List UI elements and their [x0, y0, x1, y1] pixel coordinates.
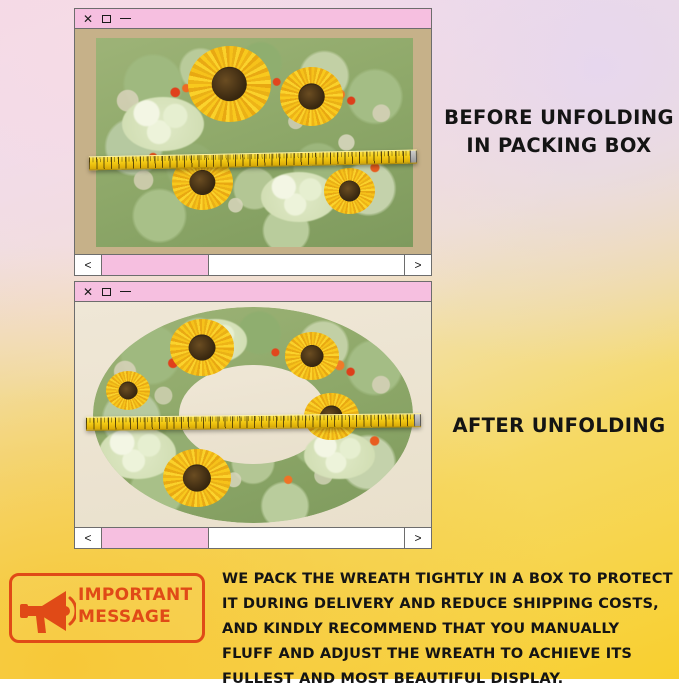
box-interior	[96, 38, 413, 247]
window-titlebar[interactable]	[75, 9, 431, 29]
scroll-track[interactable]	[102, 255, 404, 275]
scroll-thumb[interactable]	[102, 528, 209, 548]
sunflower-bloom	[163, 449, 230, 507]
sunflower-bloom	[170, 319, 234, 375]
tape-end-hook	[410, 149, 417, 165]
caption-before-line-2: IN PACKING BOX	[466, 134, 652, 158]
scroll-track[interactable]	[102, 528, 404, 548]
restore-icon[interactable]	[102, 288, 111, 296]
sunflower-bloom	[188, 46, 270, 121]
window-statusbar[interactable]	[75, 254, 431, 275]
caption-before-line-1: BEFORE UNFOLDING	[444, 106, 674, 129]
prev-button[interactable]: <	[75, 528, 102, 548]
badge-line-2: MESSAGE	[78, 606, 172, 627]
caption-before-unfolding	[443, 104, 675, 161]
minimize-icon[interactable]	[120, 291, 131, 292]
close-icon[interactable]: ✕	[83, 11, 94, 26]
tape-end-hook	[413, 413, 420, 429]
megaphone-icon	[18, 586, 76, 636]
hydrangea-bloom	[122, 97, 204, 151]
image-viewport	[75, 29, 431, 254]
after-unfolding-window[interactable]	[74, 281, 432, 549]
sunflower-bloom	[285, 332, 339, 380]
unfolded-wreath-image	[75, 302, 431, 527]
wreath-in-box-image	[75, 29, 431, 254]
next-button[interactable]: >	[404, 528, 431, 548]
important-message-label	[78, 585, 204, 629]
caption-after-unfolding: AFTER UNFOLDING	[452, 414, 666, 437]
sunflower-bloom	[280, 67, 343, 126]
next-button[interactable]: >	[404, 255, 431, 275]
window-titlebar[interactable]	[75, 282, 431, 302]
close-icon[interactable]: ✕	[83, 284, 94, 299]
tape-measure	[86, 413, 421, 431]
important-message-badge	[9, 573, 205, 643]
badge-line-1: IMPORTANT	[78, 585, 193, 605]
window-statusbar[interactable]	[75, 527, 431, 548]
sunflower-bloom	[324, 168, 375, 214]
image-viewport	[75, 302, 431, 527]
scroll-thumb[interactable]	[102, 255, 209, 275]
restore-icon[interactable]	[102, 15, 111, 23]
important-message-body: WE PACK THE WREATH TIGHTLY IN A BOX TO PROTECT IT DURING DELIVERY AND REDUCE SHIPPING COSTS, AND KINDLY RECOMMEND THAT YOU MANUALLY FLUFF AND ADJUST THE WREATH TO ACHIEVE ITS FULLEST AND MOST BEAUTIFUL DISPLAY.	[222, 570, 673, 688]
before-unfolding-window[interactable]	[74, 8, 432, 276]
minimize-icon[interactable]	[120, 18, 131, 19]
prev-button[interactable]: <	[75, 255, 102, 275]
